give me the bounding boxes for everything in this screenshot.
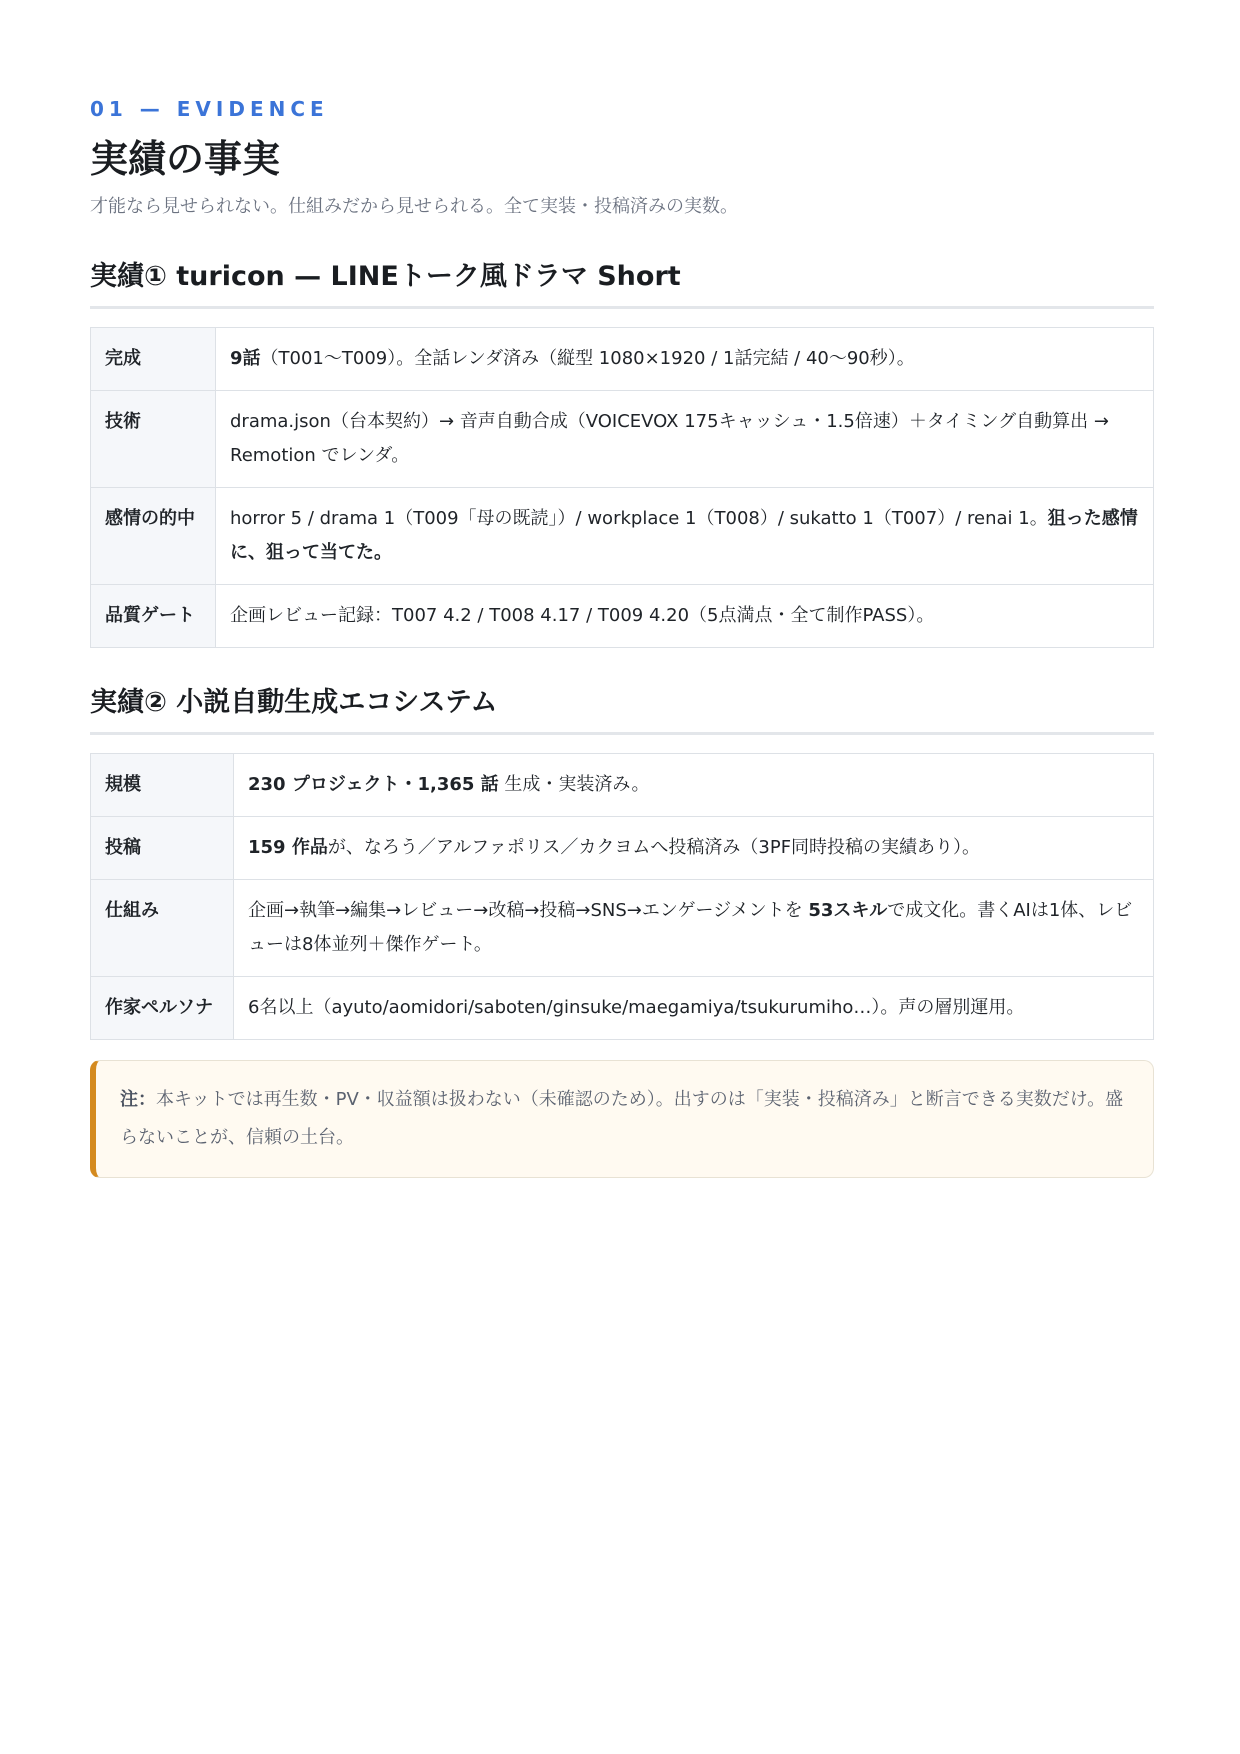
disclaimer-note: [90, 1060, 1154, 1178]
section-heading-novel-ecosystem: 実績② 小説自動生成エコシステム: [90, 684, 1154, 735]
table-row: [91, 977, 1154, 1040]
emphasis-text: 9話: [230, 348, 261, 369]
row-value: [234, 754, 1154, 817]
row-value: [216, 585, 1154, 648]
table-row: [91, 328, 1154, 391]
row-value: [216, 488, 1154, 585]
table-row: [91, 754, 1154, 817]
value-text: （T001〜T009）。全話レンダ済み（縦型 1080×1920 / 1話完結 / 40〜90秒）。: [260, 348, 915, 369]
value-text: 企画→執筆→編集→レビュー→改稿→投稿→SNS→エンゲージメントを: [248, 900, 809, 921]
value-text: 6名以上（ayuto/aomidori/saboten/ginsuke/maegamiya/tsukurumiho…）。声の層別運用。: [248, 997, 1025, 1018]
row-label: 規模: [91, 754, 234, 817]
row-value: [234, 817, 1154, 880]
novel-facts-table: [90, 753, 1154, 1040]
emphasis-text: 53スキル: [808, 900, 888, 921]
note-label: 注：: [120, 1089, 156, 1110]
row-label: 完成: [91, 328, 216, 391]
table-row: [91, 585, 1154, 648]
row-value: [234, 880, 1154, 977]
value-text: 企画レビュー記録：T007 4.2 / T008 4.17 / T009 4.20（5点満点・全て制作PASS）。: [230, 605, 935, 626]
value-text: 生成・実装済み。: [498, 774, 650, 795]
row-label: 作家ペルソナ: [91, 977, 234, 1040]
row-label: 技術: [91, 391, 216, 488]
row-label: 仕組み: [91, 880, 234, 977]
value-text: で成文化。書くAIは1体、レビューは8体並列＋傑作ゲート。: [248, 900, 1133, 955]
value-text: が、なろう／アルファポリス／カクヨムへ投稿済み（3PF同時投稿の実績あり）。: [327, 837, 981, 858]
section-eyebrow: 01 — EVIDENCE: [90, 97, 329, 121]
emphasis-text: 159 作品: [248, 837, 328, 858]
row-value: [216, 391, 1154, 488]
value-text: horror 5 / drama 1（T009「母の既読」）/ workplace 1（T008）/ sukatto 1（T007）/ renai 1。: [230, 508, 1048, 529]
section-heading-turicon: 実績① turicon — LINEトーク風ドラマ Short: [90, 258, 1154, 309]
row-value: [234, 977, 1154, 1040]
evidence-page: [90, 96, 1154, 1178]
row-label: 感情の的中: [91, 488, 216, 585]
emphasis-text: 狙った感情に、狙って当てた。: [230, 508, 1138, 563]
table-row: [91, 817, 1154, 880]
page-subtitle: 才能なら見せられない。仕組みだから見せられる。全て実装・投稿済みの実数。: [90, 196, 738, 217]
row-label: 投稿: [91, 817, 234, 880]
emphasis-text: 230 プロジェクト・1,365 話: [248, 774, 499, 795]
turicon-facts-table: [90, 327, 1154, 648]
page-title: 実績の事実: [90, 137, 281, 181]
row-label: 品質ゲート: [91, 585, 216, 648]
table-row: [91, 880, 1154, 977]
table-row: [91, 391, 1154, 488]
note-text: 本キットでは再生数・PV・収益額は扱わない（未確認のため）。出すのは「実装・投稿済み」と断言できる実数だけ。盛らないことが、信頼の土台。: [120, 1089, 1124, 1148]
row-value: [216, 328, 1154, 391]
value-text: drama.json（台本契約）→ 音声自動合成（VOICEVOX 175キャッシュ・1.5倍速）＋タイミング自動算出 → Remotion でレンダ。: [230, 411, 1109, 466]
table-row: [91, 488, 1154, 585]
